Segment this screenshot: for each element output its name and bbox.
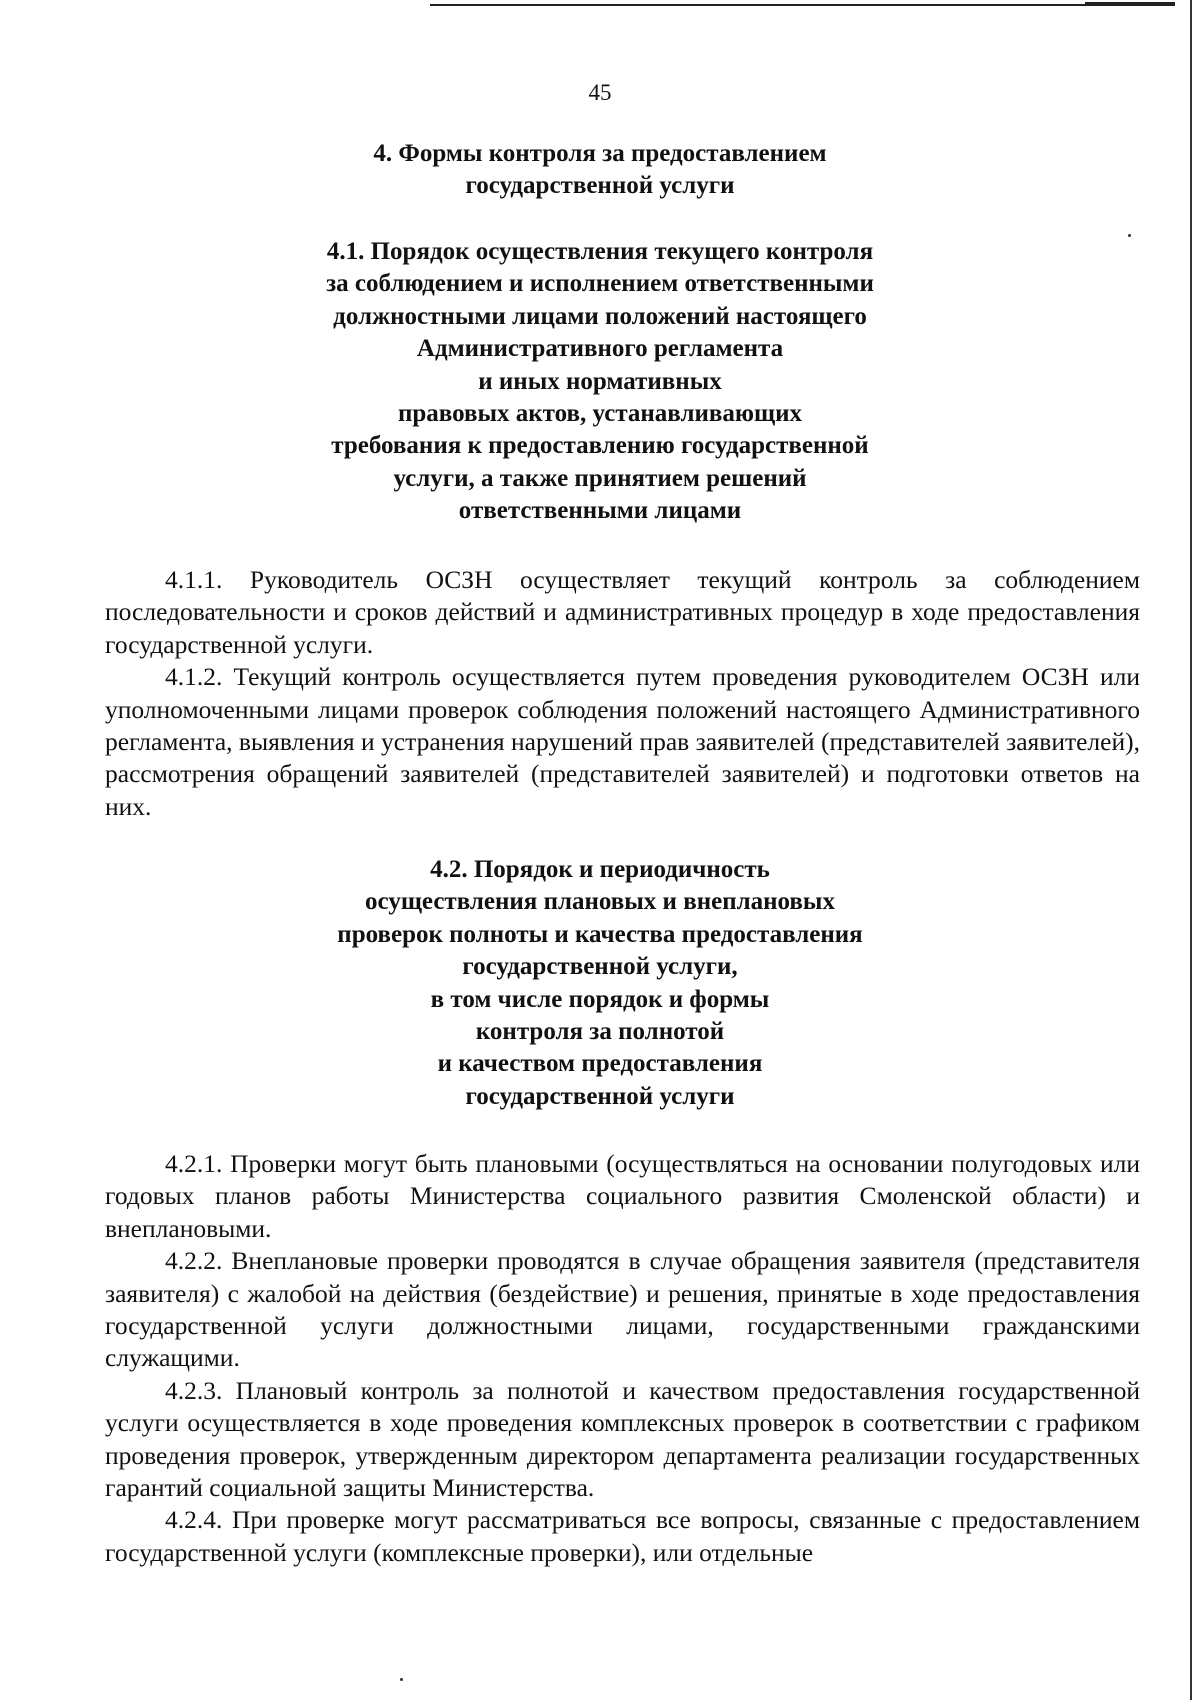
paragraph-4-2-4: 4.2.4. При проверке могут рассматриваться все вопросы, связанные с предоставлением государственной услуги (комплексные проверки), или отдельные xyxy=(105,1505,1140,1567)
subsection-title-line: 4.2. Порядок и периодичность xyxy=(430,856,770,883)
subsection-title-line: и качеством предоставления xyxy=(437,1050,763,1078)
subsection-title-line: ответственными лицами xyxy=(458,497,742,525)
section-4-1-body xyxy=(105,564,1140,823)
scan-top-border xyxy=(430,4,1170,6)
scan-speck xyxy=(1128,234,1131,237)
scan-top-border-mark xyxy=(1085,2,1175,6)
subsection-title-line: услуги, а также принятием решений xyxy=(393,464,807,492)
subsection-title-line: государственной услуги, xyxy=(462,953,738,981)
subsection-title-line: Административного регламента xyxy=(416,335,784,363)
subsection-title-line: и иных нормативных xyxy=(478,367,722,395)
section-title-line: 4. Формы контроля за предоставлением xyxy=(373,140,827,167)
subsection-title-line: осуществления плановых и внеплановых xyxy=(365,888,835,916)
subsection-title-line: 4.1. Порядок осуществления текущего контроля xyxy=(326,238,874,265)
page-number: 45 xyxy=(588,80,612,105)
subsection-4-2-title xyxy=(0,854,1200,1113)
paragraph-4-1-1: 4.1.1. Руководитель ОСЗН осуществляет текущий контроль за соблюдением последовательности и сроков действий и административных процедур в ходе предоставления государственной услуги. xyxy=(105,565,1140,659)
subsection-title-line: государственной услуги xyxy=(465,1082,735,1110)
paragraph-4-2-3: 4.2.3. Плановый контроль за полнотой и качеством предоставления государственной услуги осуществляется в ходе проведения комплексных проверок в соответствии с графиком проведения проверок, утвержденным директором департамента реализации государственных гарантий социальной защиты Министерства. xyxy=(105,1375,1140,1503)
subsection-title-line: в том числе порядок и формы xyxy=(430,985,770,1013)
subsection-title-line: контроля за полнотой xyxy=(475,1018,725,1046)
section-4-2-body xyxy=(105,1148,1140,1569)
paragraph-4-2-1: 4.2.1. Проверки могут быть плановыми (осуществляться на основании полугодовых или годовых планов работы Министерства социального развития Смоленской области) и внеплановыми. xyxy=(105,1149,1140,1243)
subsection-4-1-title xyxy=(0,236,1200,528)
section-title-line: государственной услуги xyxy=(465,172,735,200)
subsection-title-line: правовых актов, устанавливающих xyxy=(397,400,803,428)
section-title xyxy=(0,138,1200,203)
subsection-title-line: требования к предоставлению государственной xyxy=(331,432,869,460)
subsection-title-line: за соблюдением и исполнением ответственными xyxy=(326,270,874,298)
paragraph-4-1-2: 4.1.2. Текущий контроль осуществляется путем проведения руководителем ОСЗН или уполномоченными лицами проверок соблюдения положений настоящего Административного регламента, выявления и устранения нарушений прав заявителей (представителей заявителей), рассмотрения обращений заявителей (представителей заявителей) и подготовки ответов на них. xyxy=(105,662,1140,821)
subsection-title-line: проверок полноты и качества предоставления xyxy=(337,920,863,948)
paragraph-4-2-2: 4.2.2. Внеплановые проверки проводятся в случае обращения заявителя (представителя заявителя) с жалобой на действия (бездействие) и решения, принятые в ходе предоставления государственной услуги должностными лицами, государственными гражданскими служащими. xyxy=(105,1246,1140,1373)
scan-speck xyxy=(400,1678,403,1681)
subsection-title-line: должностными лицами положений настоящего xyxy=(333,302,867,330)
